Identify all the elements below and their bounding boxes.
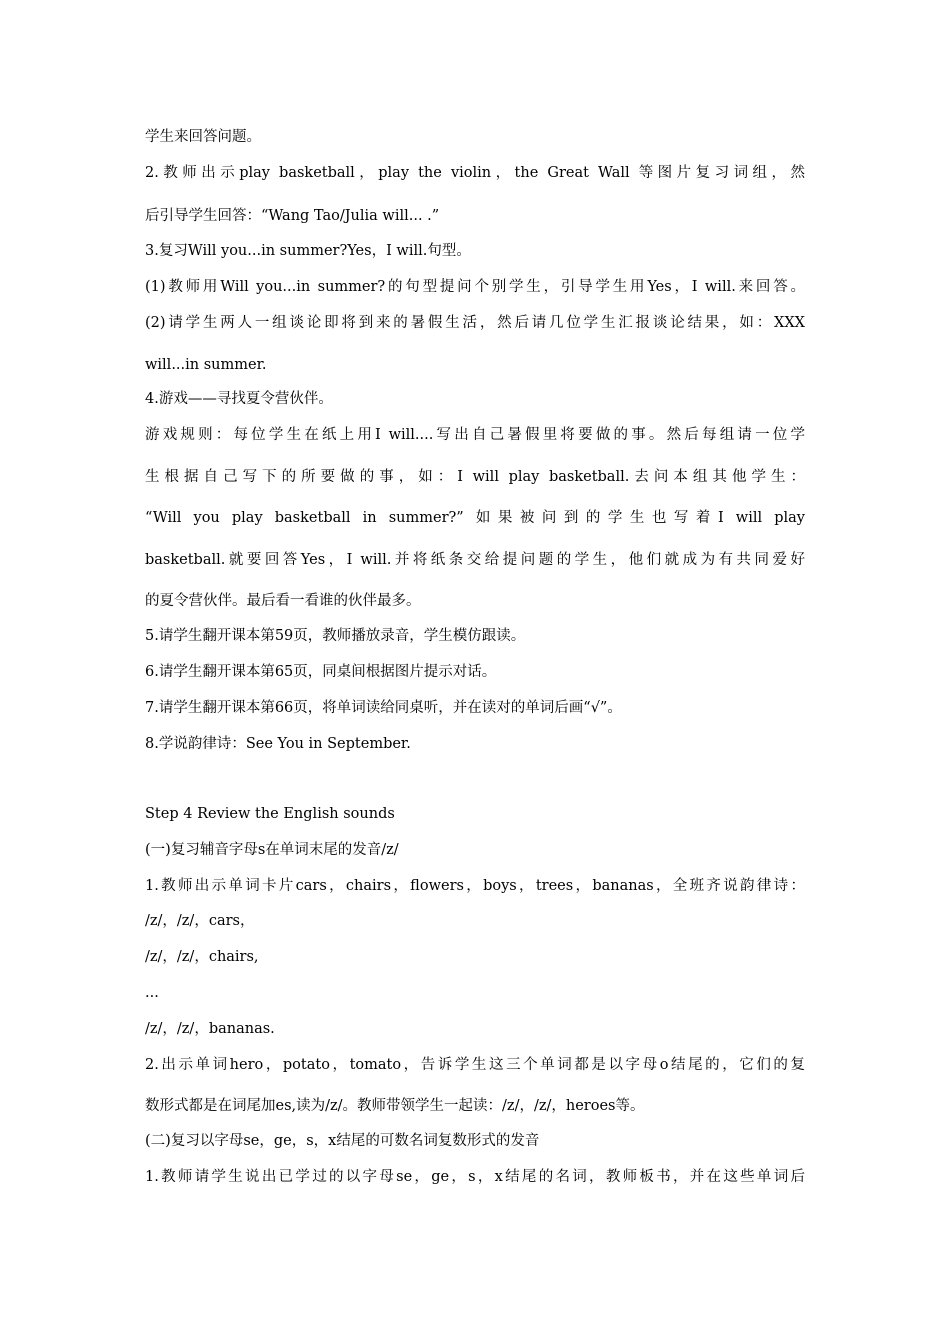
text-line: 3.复习Will you...in summer?Yes，I will.句型。 <box>145 243 471 259</box>
text-line: 2.出示单词hero，potato，tomato，告诉学生这三个单词都是以字母o结尾的，它们的复 <box>145 1057 805 1073</box>
text-line: basketball.就要回答Yes，I will.并将纸条交给提问题的学生，他们就成为有共同爱好 <box>145 552 805 568</box>
section-heading: Step 4 Review the English sounds <box>145 806 395 822</box>
text-line: 4.游戏——寻找夏令营伙伴。 <box>145 391 333 407</box>
text-line: 数形式都是在词尾加es,读为/z/。教师带领学生一起读：/z/，/z/，heroes等。 <box>145 1098 645 1114</box>
text-line: /z/，/z/，bananas. <box>145 1021 275 1037</box>
text-line: (1)教师用Will you...in summer?的句型提问个别学生，引导学生用Yes，I will.来回答。 <box>145 279 805 295</box>
text-line: (一)复习辅音字母s在单词末尾的发音/z/ <box>145 842 399 858</box>
text-line: 游戏规则：每位学生在纸上用I will....写出自己暑假里将要做的事。然后每组请一位学 <box>145 427 805 443</box>
text-line: 1.教师请学生说出已学过的以字母se，ge，s，x结尾的名词，教师板书，并在这些单词后 <box>145 1169 805 1185</box>
text-line: 的夏令营伙伴。最后看一看谁的伙伴最多。 <box>145 593 421 609</box>
text-line: /z/，/z/，cars， <box>145 913 255 929</box>
text-line: 生根据自己写下的所要做的事，如：I will play basketball.去问本组其他学生： <box>145 469 805 485</box>
text-line: 学生来回答问题。 <box>145 129 261 145</box>
text-line: 6.请学生翻开课本第65页，同桌间根据图片提示对话。 <box>145 664 497 680</box>
text-line: (二)复习以字母se，ge，s，x结尾的可数名词复数形式的发音 <box>145 1133 540 1149</box>
text-line: will...in summer. <box>145 357 267 373</box>
text-line: 7.请学生翻开课本第66页，将单词读给同桌听，并在读对的单词后画“√”。 <box>145 700 622 716</box>
text-line: “Will you play basketball in summer?” 如果被问到的学生也写着I will play <box>145 510 805 526</box>
text-line: 后引导学生回答：“Wang Tao/Julia will... .” <box>145 208 440 224</box>
text-line: /z/，/z/，chairs, <box>145 949 259 965</box>
text-line: (2)请学生两人一组谈论即将到来的暑假生活，然后请几位学生汇报谈论结果，如：XXX <box>145 315 805 331</box>
text-line: 1.教师出示单词卡片cars，chairs，flowers，boys，trees，bananas，全班齐说韵律诗： <box>145 878 805 894</box>
text-line: ... <box>145 985 159 1001</box>
text-line: 8.学说韵律诗：See You in September. <box>145 736 411 752</box>
text-line: 5.请学生翻开课本第59页，教师播放录音，学生模仿跟读。 <box>145 628 526 644</box>
text-line: 2.教师出示play basketball，play the violin，the Great Wall 等图片复习词组，然 <box>145 165 805 181</box>
